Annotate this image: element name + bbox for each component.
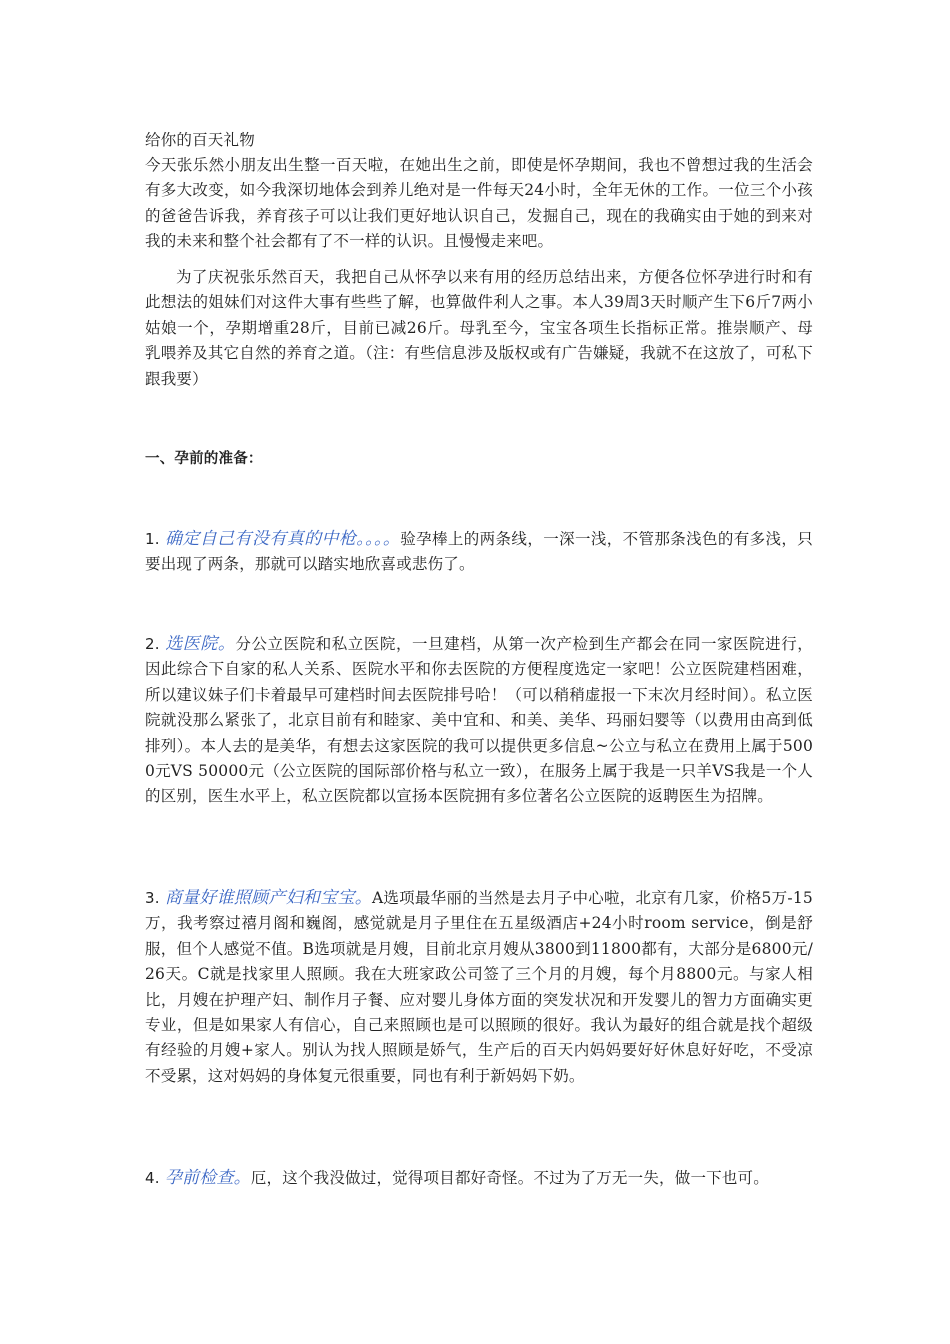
item-text: 验孕棒上的两条线，一深一浅，不管那条浅色的有多浅，只要出现了两条，那就可以踏实地欣喜或悲伤了。 <box>145 530 814 574</box>
document-title: 给你的百天礼物 <box>145 131 255 149</box>
list-item <box>145 527 813 578</box>
item-text: 分公立医院和私立医院，一旦建档，从第一次产检到生产都会在同一家医院进行，因此综合下自家的私人关系、医院水平和你去医院的方便程度选定一家吧！公立医院建档困难，所以建议妹子们卡着最早可建档时间去医院排号哈！（可以稍稍虚报一下末次月经时间）。私立医院就没那么紧张了，北京目前有和睦家、美中宜和、和美、美华、玛丽妇婴等（以费用由高到低排列）。本人去的是美华，有想去这家医院的我可以提供更多信息~公立与私立在费用上属于5000元VS 50000元（公立医院的国际部价格与私立一致），在服务上属于我是一只羊VS我是一个人的区别，医生水平上，私立医院都以宣扬本医院拥有多位著名公立医院的返聘医生为招牌。 <box>145 635 813 806</box>
intro-paragraph: 今天张乐然小朋友出生整一百天啦，在她出生之前，即使是怀孕期间，我也不曾想过我的生活会有多大改变，如今我深切地体会到养儿绝对是一件每天24小时，全年无休的工作。一位三个小孩的爸爸告诉我，养育孩子可以让我们更好地认识自己，发掘自己，现在的我确实由于她的到来对我的未来和整个社会都有了不一样的认识。且慢慢走来吧。 <box>145 156 813 251</box>
list-item <box>145 886 813 1089</box>
item-highlight: 确定自己有没有真的中枪。。。。 <box>165 529 401 549</box>
list-item <box>145 632 813 810</box>
section-heading: 一、孕前的准备： <box>145 451 263 467</box>
item-number: 2. <box>145 635 160 653</box>
item-number: 4. <box>145 1169 160 1187</box>
item-highlight: 商量好谁照顾产妇和宝宝。 <box>164 888 372 908</box>
celebration-paragraph: 为了庆祝张乐然百天，我把自己从怀孕以来有用的经历总结出来，方便各位怀孕进行时和有此想法的姐妹们对这件大事有些些了解，也算做件利人之事。本人39周3天时顺产生下6斤7两小姑娘一个，孕期增重28斤，目前已减26斤。母乳至今，宝宝各项生长指标正常。推崇顺产、母乳喂养及其它自然的养育之道。（注：有些信息涉及版权或有广告嫌疑，我就不在这放了，可私下跟我要） <box>145 268 813 388</box>
item-text: 厄，这个我没做过，觉得项目都好奇怪。不过为了万无一失，做一下也可。 <box>250 1169 769 1187</box>
item-text: A选项最华丽的当然是去月子中心啦，北京有几家，价格5万-15万，我考察过禧月阁和巍阁，感觉就是月子里住在五星级酒店+24小时room service，倒是舒服，但个人感觉不值。B选项就是月嫂，目前北京月嫂从3800到11800都有，大部分是6800元/26天。C就是找家里人照顾。我在大班家政公司签了三个月的月嫂，每个月8800元。与家人相比，月嫂在护理产妇、制作月子餐、应对婴儿身体方面的突发状况和开发婴儿的智力方面确实更专业，但是如果家人有信心，自己来照顾也是可以照顾的很好。我认为最好的组合就是找个超级有经验的月嫂+家人。别认为找人照顾是娇气，生产后的百天内妈妈要好好休息好好吃，不受凉不受累，这对妈妈的身体复元很重要，同也有利于新妈妈下奶。 <box>145 889 813 1085</box>
item-highlight: 选医院。 <box>165 634 236 654</box>
list-item <box>145 1166 825 1191</box>
item-number: 1. <box>145 530 160 548</box>
item-highlight: 孕前检查。 <box>164 1168 251 1188</box>
item-number: 3. <box>145 889 160 907</box>
